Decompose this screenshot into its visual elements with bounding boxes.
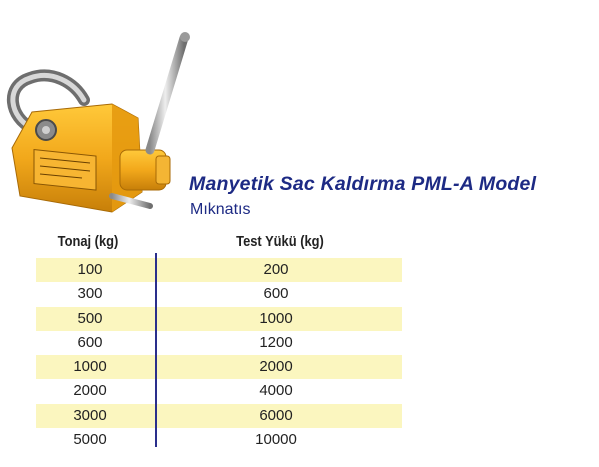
tonnage-cell: 500 (77, 309, 103, 327)
table-row (36, 379, 402, 403)
table-row (36, 404, 402, 428)
test-load-cell: 1000 (259, 309, 293, 327)
capacity-table (36, 258, 402, 452)
test-load-cell: 10000 (255, 431, 297, 449)
test-load-cell: 600 (263, 285, 289, 303)
test-load-cell: 2000 (259, 358, 293, 376)
table-row (36, 331, 402, 355)
test-load-cell: 6000 (259, 406, 293, 424)
table-row (36, 428, 402, 452)
column-header-tonnage: Tonaj (kg) (57, 233, 119, 250)
tonnage-cell: 3000 (73, 406, 107, 424)
page-title: Manyetik Sac Kaldırma PML-A Model (189, 173, 537, 195)
column-divider (155, 253, 157, 447)
test-load-cell: 200 (263, 261, 289, 278)
magnet-lifter-image (0, 0, 200, 225)
tonnage-cell: 1000 (73, 358, 107, 376)
test-load-cell: 1200 (259, 333, 293, 351)
column-header-test-load: Test Yükü (kg) (236, 233, 324, 250)
tonnage-cell: 100 (77, 261, 103, 278)
tonnage-cell: 5000 (73, 431, 107, 449)
table-row (36, 355, 402, 379)
tonnage-cell: 2000 (73, 382, 107, 400)
page-subtitle: Mıknatıs (190, 201, 251, 218)
table-row (36, 258, 402, 282)
test-load-cell: 4000 (259, 382, 293, 400)
tonnage-cell: 600 (77, 333, 103, 351)
tonnage-cell: 300 (77, 285, 103, 303)
table-row (36, 307, 402, 331)
table-row (36, 282, 402, 306)
